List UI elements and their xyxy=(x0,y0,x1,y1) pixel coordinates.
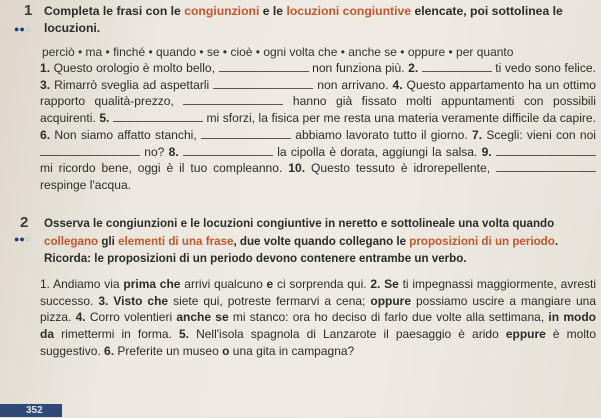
word-bank: perciò • ma • finché • quando • se • cioè • ogni volta che • anche se • oppure • per quanto xyxy=(42,45,514,59)
exercise-sentences: 1. Andiamo via prima che arrivi qualcuno e ci sorprenda qui. 2. Se ti impegnassi maggiormente, avresti successo. 3. Visto che siete qui, potreste fermarvi a cena; oppure possiamo uscire a mangiare una pizza. 4. Corro volentieri anche se mi stanco: ora ho deciso di farlo due volte alla settimana, in modo da rimettermi in forma. 5. Nell'isola spagnola di Lanzarote il paesaggio è arido eppure è molto suggestivo. 6. Preferite un museo o una gita in campagna? xyxy=(40,277,597,358)
blank-10[interactable] xyxy=(496,160,596,172)
blank-5[interactable] xyxy=(113,110,203,122)
exercise-number: 1 xyxy=(24,2,33,19)
difficulty-dots-icon: ●●○ xyxy=(14,234,31,244)
exercise-sentences: 1. Questo orologio è molto bello, non funziona più. 2. ti vedo sono felice. 3. Rimarrò sveglia ad aspettarli non arrivano. 4. Questo appartamento ha un ottimo rapporto qualità-prezzo, hanno già fissato molti appuntamenti con possibili acquirenti. 5. mi sforzi, la fisica per me resta una materia veramente difficile da capire. 6. Non siamo affatto stanchi, abbiamo lavorato tutto il giorno. 7. Scegli: vieni con noi no? 8. la cipolla è dorata, aggiungi la salsa. 9. mi ricordo bene, oggi è il tuo compleanno. 10. Questo tessuto è idrorepellente, respinge l'acqua. xyxy=(40,61,597,192)
blank-9[interactable] xyxy=(496,144,596,156)
exercise-number: 2 xyxy=(20,214,29,231)
difficulty-dots-icon: ●●○ xyxy=(14,24,31,34)
blank-6[interactable] xyxy=(201,127,291,139)
blank-4[interactable] xyxy=(183,93,283,105)
blank-1[interactable] xyxy=(219,60,309,72)
page-number: 352 xyxy=(0,404,62,417)
blank-3[interactable] xyxy=(213,77,313,89)
blank-7[interactable] xyxy=(40,144,140,156)
exercise-instruction: Osserva le congiunzioni e le locuzioni congiuntive in neretto e sottolineale una volta quando collegano gli elementi di una frase, due volte quando collegano le proposizioni di un periodo. Ricorda: le proposizioni di un periodo devono contenere entrambe un verbo. xyxy=(44,217,559,265)
blank-2[interactable] xyxy=(422,60,492,72)
blank-8[interactable] xyxy=(183,144,273,156)
exercise-instruction: Completa le frasi con le congiunzioni e le locuzioni congiuntive elencate, poi sottolinea le locuzioni. xyxy=(44,4,563,35)
